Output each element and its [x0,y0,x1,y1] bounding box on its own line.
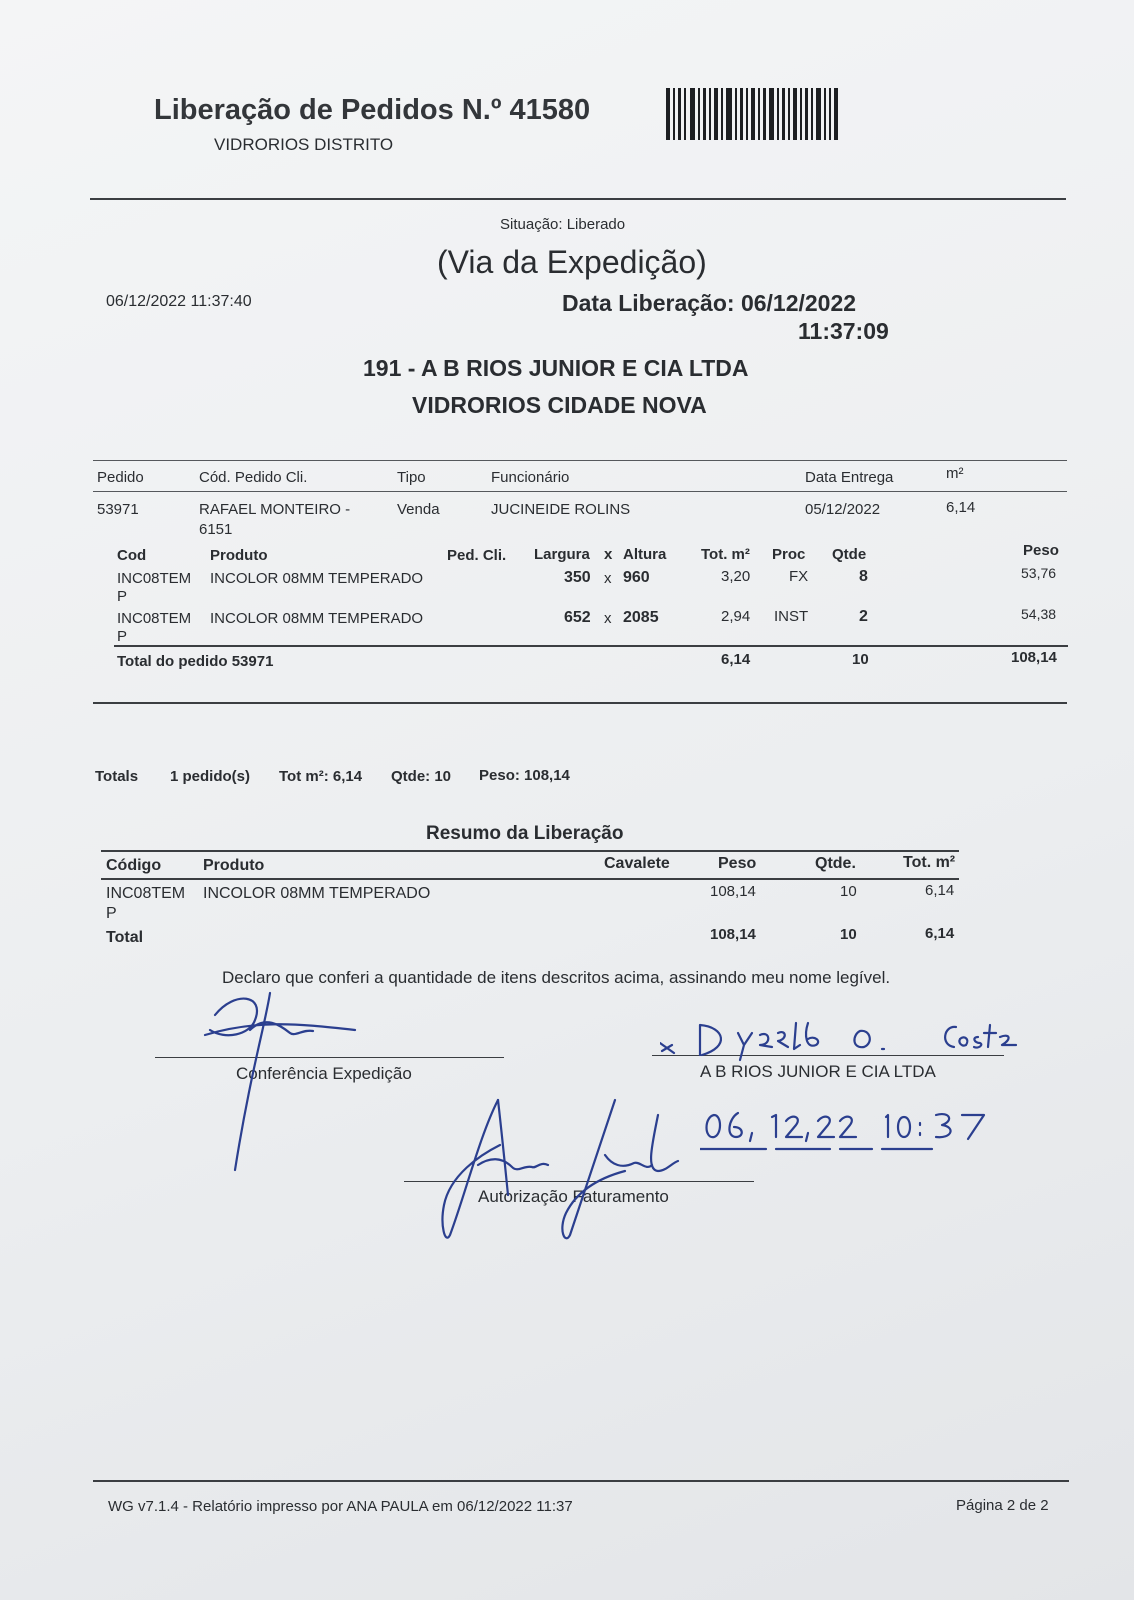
summary-tot-m2: 6,14 [925,882,955,899]
summary-header-tot-m2: Tot. m² [903,854,956,871]
item-product: INCOLOR 08MM TEMPERADO [210,570,424,587]
col-header-tot-m2: Tot. m² [701,546,750,563]
item-code: INC08TEM [117,570,192,587]
col-header-altura: Altura [623,546,667,563]
item-peso: 53,76 [1021,565,1057,581]
summary-qtde: 10 [840,883,857,900]
order-type: Venda [397,501,440,518]
col-header-peso: Peso [1023,542,1059,559]
client-name: 191 - A B RIOS JUNIOR E CIA LTDA [363,355,749,381]
signature-autorizacao-handwriting [440,1095,700,1245]
col-header-pedido: Pedido [97,469,144,486]
item-code-cont: P [117,628,128,645]
handwritten-date [700,1105,1020,1165]
col-header-cod: Cod [117,547,147,564]
col-header-largura: Largura [534,546,590,563]
signature-label-client: A B RIOS JUNIOR E CIA LTDA [700,1062,936,1081]
item-tot-m2: 3,20 [721,568,751,585]
signature-label-autorizacao: Autorização Faturamento [478,1187,669,1206]
item-code-cont: P [117,588,128,605]
order-total-label: Total do pedido 53971 [117,653,274,670]
page-title: Liberação de Pedidos N.º 41580 [154,94,591,126]
divider [101,878,959,880]
status-label: Situação: Liberado [500,216,626,233]
summary-code: INC08TEM [106,885,186,902]
employee-name: JUCINEIDE ROLINS [491,501,631,518]
col-header-cod-pedido-cli: Cód. Pedido Cli. [199,469,308,486]
item-proc: INST [774,608,809,625]
summary-product: INCOLOR 08MM TEMPERADO [203,885,431,902]
footer-page-number: Página 2 de 2 [956,1497,1049,1514]
item-height: 2085 [623,609,659,626]
col-header-funcionario: Funcionário [491,469,570,486]
item-qtde: 2 [859,608,868,625]
summary-peso: 108,14 [710,883,756,900]
order-total-m2: 6,14 [721,651,751,668]
release-time: 11:37:09 [798,318,889,344]
signature-conferencia-handwriting [195,985,365,1185]
signature-label-conferencia: Conferência Expedição [236,1064,412,1083]
print-datetime: 06/12/2022 11:37:40 [106,293,252,310]
item-tot-m2: 2,94 [721,608,751,625]
item-x: x [604,610,612,627]
barcode-icon [666,88,841,140]
item-proc: FX [789,568,809,585]
summary-title: Resumo da Liberação [426,823,624,844]
col-header-tipo: Tipo [397,469,426,486]
client-order-code: RAFAEL MONTEIRO - [199,501,351,518]
divider [93,491,1067,492]
divider [93,1480,1069,1482]
summary-total-label: Total [106,929,144,946]
copy-label: (Via da Expedição) [437,244,707,280]
divider [93,460,1067,461]
col-header-x: x [604,546,613,563]
summary-total-peso: 108,14 [710,926,756,943]
signature-client-handwriting [660,1015,1040,1065]
col-header-proc: Proc [772,546,806,563]
summary-header-produto: Produto [203,857,265,874]
item-qtde: 8 [859,568,868,585]
order-total-qtde: 10 [852,651,869,668]
totals-label: Totals [95,768,139,785]
item-width: 652 [564,609,591,626]
item-x: x [604,570,612,587]
divider [90,198,1066,200]
col-header-qtde: Qtde [832,546,867,563]
item-product: INCOLOR 08MM TEMPERADO [210,610,424,627]
summary-total-qtde: 10 [840,926,857,943]
summary-total-tot-m2: 6,14 [925,925,955,942]
divider [101,850,959,852]
order-m2: 6,14 [946,499,976,516]
col-header-ped-cli: Ped. Cli. [447,547,507,564]
col-header-produto: Produto [210,547,268,564]
client-order-code-cont: 6151 [199,521,233,538]
summary-header-qtde: Qtde. [815,855,856,872]
client-store: VIDRORIOS CIDADE NOVA [412,392,707,418]
divider [93,702,1067,704]
col-header-data-entrega: Data Entrega [805,469,894,486]
totals-peso: Peso: 108,14 [479,767,570,784]
release-date: Data Liberação: 06/12/2022 [562,290,857,316]
summary-code-cont: P [106,905,117,922]
totals-pedidos: 1 pedido(s) [170,768,251,785]
col-header-m2: m² [946,465,964,482]
item-height: 960 [623,569,650,586]
divider [114,645,1068,647]
declaration-text: Declaro que conferi a quantidade de itens descritos acima, assinando meu nome legível. [222,968,891,987]
item-peso: 54,38 [1021,606,1057,622]
order-total-peso: 108,14 [1011,649,1057,666]
order-number: 53971 [97,501,139,518]
item-width: 350 [564,569,591,586]
summary-header-codigo: Código [106,857,162,874]
footer-printed-by: WG v7.1.4 - Relatório impresso por ANA PAULA em 06/12/2022 11:37 [108,1498,573,1515]
company-name: VIDRORIOS DISTRITO [214,135,394,154]
summary-header-peso: Peso [718,855,757,872]
item-code: INC08TEM [117,610,192,627]
totals-qtde: Qtde: 10 [391,768,452,785]
totals-m2: Tot m²: 6,14 [279,768,363,785]
delivery-date: 05/12/2022 [805,501,881,518]
summary-header-cavalete: Cavalete [604,855,670,872]
